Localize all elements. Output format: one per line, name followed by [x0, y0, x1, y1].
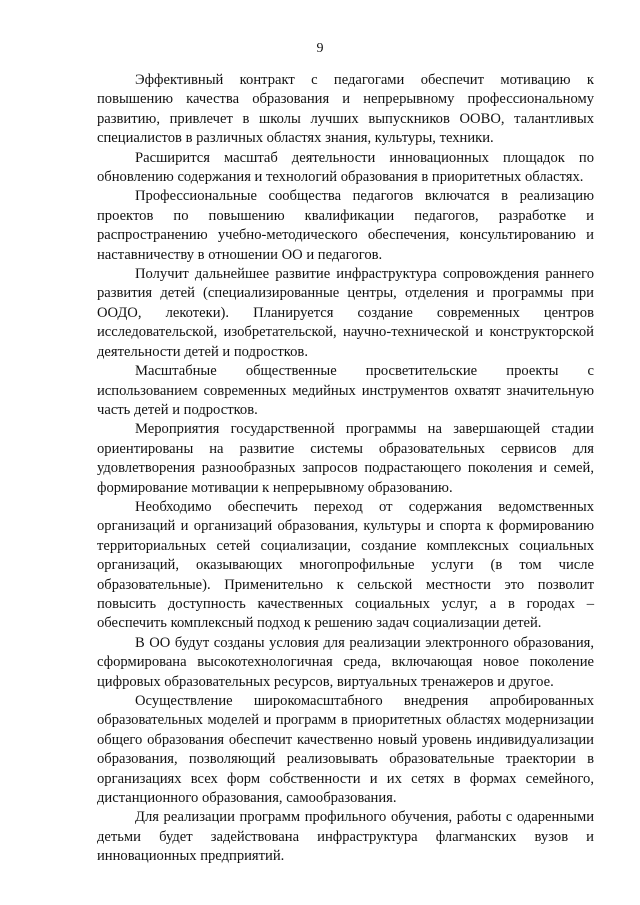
paragraph-innovation-sites: Расширится масштаб деятельности инновационных площадок по обновлению содержания и технологий образования в приоритетных областях. [97, 149, 594, 186]
paragraph-early-development-infrastructure: Получит дальнейшее развитие инфраструктура сопровождения раннего развития детей (специализированные центры, отделения и программы при ООДО, лекотеки). Планируется создание современных центров исследовательской, изобретательской, научно-технической и конструкторской деятельности детей и подростков. [97, 266, 594, 360]
paragraph-public-education-projects: Масштабные общественные просветительские проекты с использованием современных медийных инструментов охватят значительную часть детей и подростков. [97, 363, 594, 418]
paragraph-program-final-stage: Мероприятия государственной программы на завершающей стадии ориентированы на развитие системы образовательных сервисов для удовлетворения разнообразных запросов подрастающего поколения и семей, формирование мотивации к непрерывному образованию. [97, 421, 594, 496]
paragraph-socialization-networks: Необходимо обеспечить переход от содержания ведомственных организаций и организаций образования, культуры и спорта к формированию территориальных сетей социализации, создание комплексных социальных организаций, оказывающих многопрофильные услуги (в том числе образовательные). Применительно к сельской местности это позволит повысить доступность качественных социальных услуг, а в городах – обеспечить комплексный подход к решению задач социализации детей. [97, 498, 594, 632]
paragraph-electronic-education: В ОО будут созданы условия для реализации электронного образования, сформирована высокотехнологичная среда, включающая новое поколение цифровых образовательных ресурсов, виртуальных тренажеров и другое. [97, 634, 594, 690]
document-body [97, 71, 594, 867]
paragraph-profile-education: Для реализации программ профильного обучения, работы с одаренными детьми будет задействована инфраструктура флагманских вузов и инновационных предприятий. [97, 809, 594, 865]
paragraph-effective-contract: Эффективный контракт с педагогами обеспечит мотивацию к повышению качества образования и непрерывному профессиональному развитию, привлечет в школы лучших выпускников ООВО, талантливых специалистов в различных областях знания, культуры, техники. [97, 72, 594, 147]
page-number: 9 [316, 41, 324, 56]
paragraph-professional-communities: Профессиональные сообщества педагогов включатся в реализацию проектов по повышению квалификации педагогов, разработке и распространению учебно-методического обеспечения, консультированию и наставничеству в отношении ОО и педагогов. [97, 188, 594, 263]
paragraph-educational-models: Осуществление широкомасштабного внедрения апробированных образовательных моделей и программ в приоритетных областях модернизации общего образования обеспечит качественно новый уровень индивидуализации образования, позволяющий реализовывать образовательные траектории в организациях всех форм собственности и их сетях в формах семейного, дистанционного образования, самообразования. [97, 693, 594, 807]
